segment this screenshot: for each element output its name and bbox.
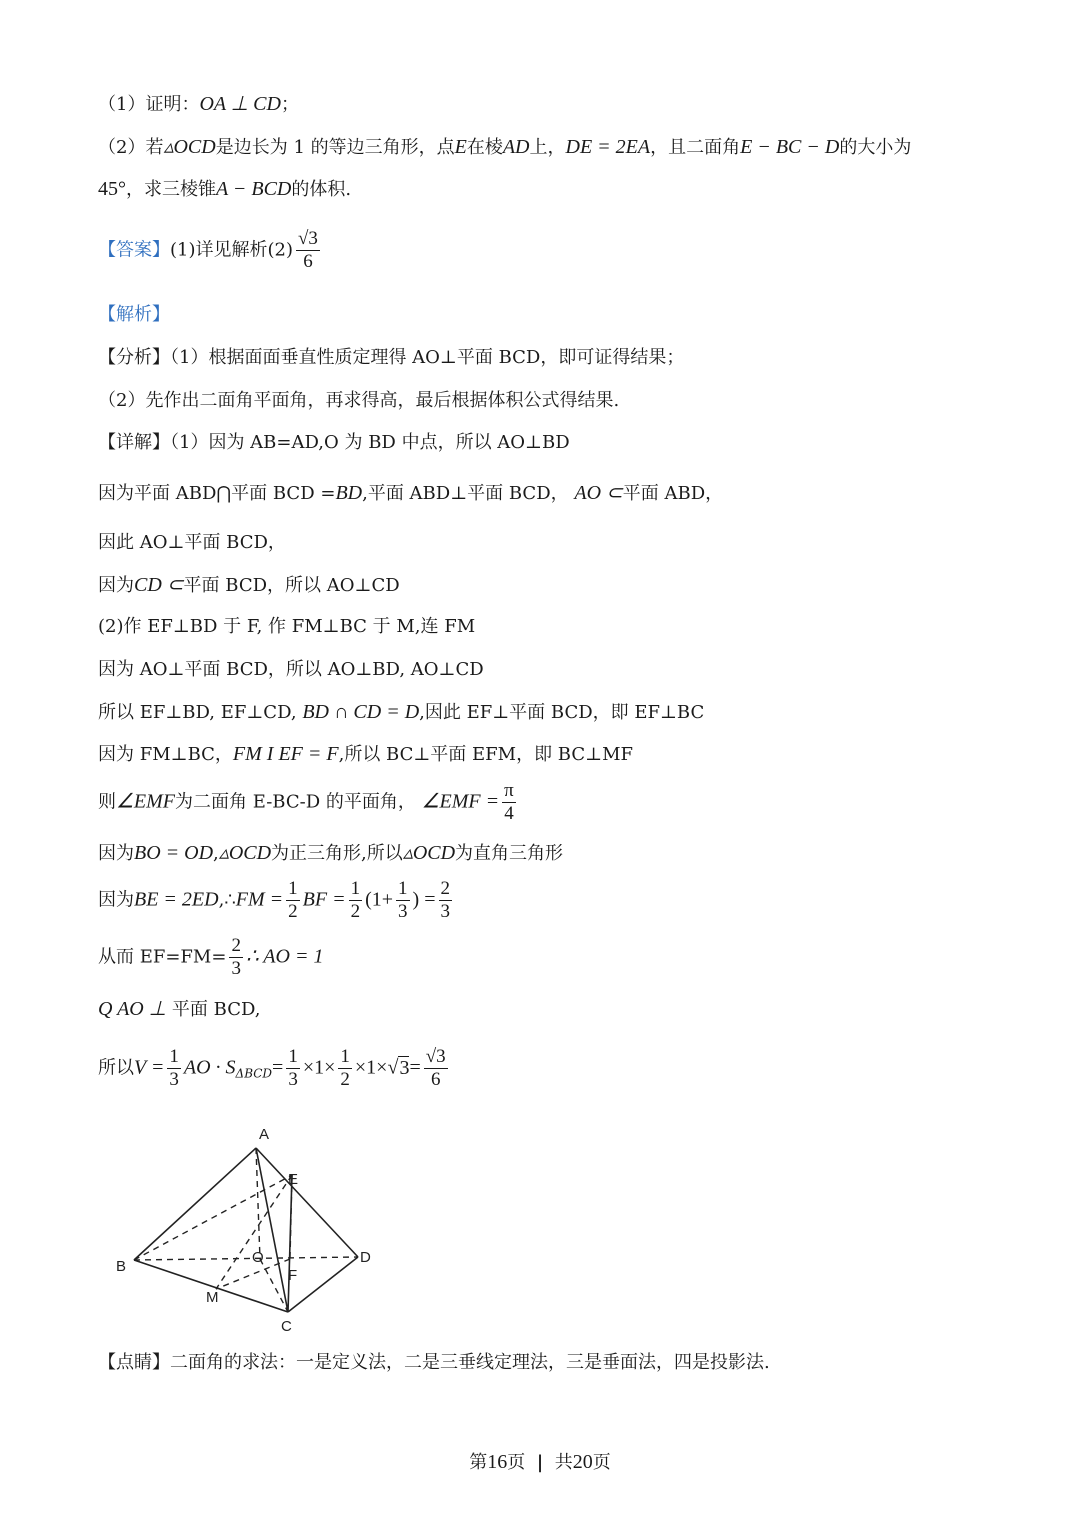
answer-line: 【答案】(1)详见解析(2) $\frac{√3}{6}$ xyxy=(98,228,318,272)
analysis-tag: 【解析】 xyxy=(98,304,170,325)
label-D: D xyxy=(360,1249,371,1266)
detail-line-2: 因为平面 ABD⋂平面 BCD =BD,平面 ABD⊥平面 BCD， AO ⊂平面 ABD， xyxy=(98,482,724,504)
detail-line-10: 因为BO = OD,▵OCD为正三角形,所以▵OCD为直角三角形 xyxy=(98,842,564,864)
answer-fraction: $\frac{√3}{6}$ xyxy=(298,228,318,272)
detail-line-5: (2)作 EF⊥BD 于 F, 作 FM⊥BC 于 M,连 FM xyxy=(98,616,476,637)
detail-line-6: 因为 AO⊥平面 BCD，所以 AO⊥BD, AO⊥CD xyxy=(98,659,484,680)
edge-AD xyxy=(256,1148,358,1257)
tetrahedron-figure xyxy=(108,1122,388,1337)
page-footer: 第16页 | 共20页 xyxy=(469,1451,611,1473)
label-F: F xyxy=(288,1267,298,1284)
label-E: E xyxy=(288,1171,299,1188)
problem-part1: （1）证明：OA ⊥ CD； xyxy=(98,93,299,115)
edge-BD xyxy=(134,1257,358,1260)
detail-line-7: 所以 EF⊥BD, EF⊥CD, BD ∩ CD = D,因此 EF⊥平面 BCD，即 EF⊥BC xyxy=(98,701,705,723)
label-O: O xyxy=(252,1249,264,1266)
analysis-line-1: 【分析】（1）根据面面垂直性质定理得 AO⊥平面 BCD，即可证得结果； xyxy=(98,347,685,368)
detail-line-13: Q AO ⊥ 平面 BCD, xyxy=(98,998,261,1020)
label-B: B xyxy=(116,1258,127,1275)
detail-line-14: 所以V = $\frac{1}{3}$ AO · $S_{\Delta BCD}=$ $\frac{1}{3}$ ×1× $\frac{1}{2}$ ×1×√3= $\frac{√3}{6}$ xyxy=(98,1046,446,1090)
detail-line-1: 【详解】（1）因为 AB=AD,O 为 BD 中点，所以 AO⊥BD xyxy=(98,432,570,453)
label-A: A xyxy=(259,1126,270,1143)
detail-line-8: 因为 FM⊥BC，FM I EF = F,所以 BC⊥平面 EFM，即 BC⊥MF xyxy=(98,743,633,765)
problem-part2: （2）若▵OCD是边长为 1 的等边三角形，点E在棱AD上，DE = 2EA，且二面角E − BC − D的大小为 xyxy=(98,136,912,158)
detail-line-11: 因为BE = 2ED,∴FM = $\frac{1}{2}$ BF = $\frac{1}{2}$ (1+ $\frac{1}{3}$ ) = $\frac{2}{3}$ xyxy=(98,878,450,922)
edge-AB xyxy=(134,1148,256,1260)
edge-AC xyxy=(256,1148,288,1312)
answer-tag: 【答案】 xyxy=(98,239,170,261)
detail-line-9: 则∠EMF为二面角 E-BC-D 的平面角， ∠EMF = $\frac{\pi}{4}$ xyxy=(98,780,514,824)
detail-line-3: 因此 AO⊥平面 BCD， xyxy=(98,532,286,553)
edge-DC xyxy=(288,1257,358,1312)
analysis-line-2: （2）先作出二面角平面角，再求得高，最后根据体积公式得结果. xyxy=(98,390,620,411)
comment-line: 【点睛】二面角的求法：一是定义法，二是三垂线定理法，三是垂面法，四是投影法. xyxy=(98,1352,770,1373)
label-M: M xyxy=(206,1289,219,1306)
detail-line-4: 因为CD ⊂平面 BCD，所以 AO⊥CD xyxy=(98,574,400,596)
label-C: C xyxy=(281,1318,292,1335)
detail-line-12: 从而 EF=FM= $\frac{2}{3}$ ∴ AO = 1 xyxy=(98,935,324,979)
problem-part2-cont: 45°，求三棱锥A − BCD的体积. xyxy=(98,178,352,200)
